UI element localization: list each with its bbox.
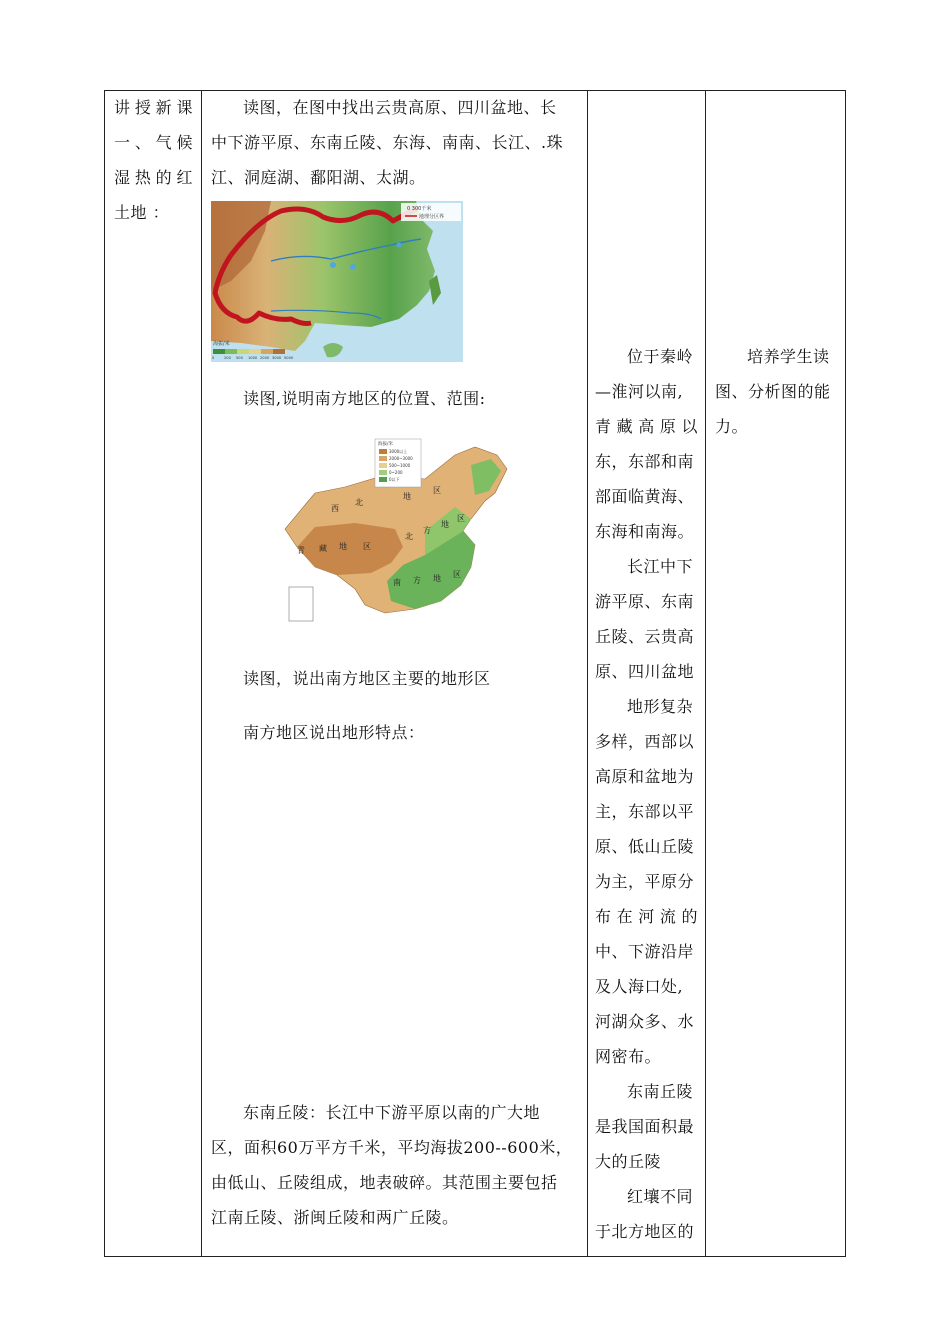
region-label-char: 青 — [297, 546, 305, 555]
instruction-line: 读图,说明南方地区的位置、范围: — [243, 389, 486, 408]
elevation-swatch — [273, 349, 285, 354]
map2-legend-swatch — [379, 463, 387, 468]
region-label-char: 南 — [393, 578, 401, 587]
region-label-char: 西 — [331, 504, 339, 513]
answer-line: 布在河流的 — [595, 907, 698, 926]
answer-line: 青藏高原以 — [595, 417, 698, 436]
hills-paragraph — [211, 1095, 577, 1235]
china-regions-map — [275, 435, 513, 625]
elevation-swatch — [225, 349, 237, 354]
map2-legend-swatch — [379, 470, 387, 475]
answer-line: 为主，平原分 — [595, 872, 695, 891]
region-label-char: 地 — [339, 542, 347, 551]
answer-line: 于北方地区的 — [595, 1222, 695, 1241]
map2-legend-title: 海拔/米 — [378, 442, 394, 447]
answer-line: 红壤不同 — [627, 1187, 694, 1206]
paragraph-line: 东南丘陵：长江中下游平原以南的广大地 — [243, 1103, 541, 1122]
region-label-char: 北 — [405, 532, 413, 541]
instruction-line: 南方地区说出地形特点： — [243, 723, 425, 742]
elevation-tick-label: 2000 — [260, 356, 270, 360]
section-line: 一、气候 — [114, 133, 193, 152]
region-label-char: 区 — [433, 486, 441, 495]
section-title-cell — [105, 91, 201, 1256]
elevation-tick-label: 0 — [212, 356, 215, 360]
elevation-swatch — [249, 349, 261, 354]
map2-legend-swatch — [379, 449, 387, 454]
elevation-swatch — [213, 349, 225, 354]
section-line: 土地 ： — [114, 203, 170, 222]
section-line: 讲授新课 — [114, 98, 193, 117]
instruction-line: 读图，说出南方地区主要的地形区 — [243, 669, 491, 688]
instruction-line: 读图，在图中找出云贵高原、四川盆地、长 — [243, 98, 557, 117]
answer-text — [595, 339, 698, 1249]
answer-line: 丘陵、云贵高 — [595, 627, 695, 646]
answer-line: 网密布。 — [595, 1047, 662, 1066]
objective-line: 力。 — [715, 417, 749, 436]
region-label-char: 区 — [453, 570, 461, 579]
answer-line: 地形复杂 — [627, 697, 694, 716]
poyang-lake — [350, 264, 356, 270]
answer-line: 东南丘陵 — [627, 1082, 694, 1101]
map2-legend-label: 3000以上 — [389, 449, 408, 454]
paragraph-line: 由低山、丘陵组成，地表破碎。其范围主要包括 — [211, 1173, 558, 1192]
region-label-char: 方 — [413, 576, 421, 585]
boundary-legend-label: 地理分区界 — [419, 214, 445, 220]
region-label-char: 北 — [355, 498, 363, 507]
south-china-sea-inset — [289, 587, 313, 621]
tai-lake — [397, 243, 402, 248]
answer-line: 原、低山丘陵 — [595, 837, 695, 856]
answer-line: 中、下游沿岸 — [595, 942, 695, 961]
objective-line: 培养学生读 — [747, 347, 830, 366]
region-label-char: 地 — [403, 492, 411, 501]
answer-line: 东海和南海。 — [595, 522, 695, 541]
answer-line: 高原和盆地为 — [595, 767, 695, 786]
elevation-swatch — [261, 349, 273, 354]
elevation-legend-ramp — [213, 349, 285, 354]
section-line: 湿热的红 — [114, 168, 193, 187]
answer-cell — [587, 91, 705, 1256]
lesson-table — [104, 90, 846, 1257]
elevation-tick-label: 3000 — [272, 356, 282, 360]
map2-legend-label: 500~1000 — [389, 463, 411, 468]
answer-line: 长江中下 — [627, 557, 694, 576]
region-label-char: 地 — [441, 520, 449, 529]
objective-cell — [705, 91, 847, 1256]
answer-line: —淮河以南, — [595, 382, 684, 401]
answer-line: 游平原、东南 — [595, 592, 695, 611]
elevation-legend-title: 海拔/米 — [213, 341, 230, 347]
instruction-line: 江、洞庭湖、鄱阳湖、太湖。 — [211, 168, 426, 187]
region-label-char: 方 — [423, 526, 431, 535]
answer-line: 部面临黄海、 — [595, 487, 695, 506]
map-scale: 0 300千米 — [407, 206, 432, 212]
map2-legend-swatch — [379, 477, 387, 482]
region-label-char: 区 — [457, 514, 465, 523]
map2-legend-swatch — [379, 456, 387, 461]
instruction-line: 中下游平原、东南丘陵、东海、南南、长江、.珠 — [211, 133, 564, 152]
elevation-tick-label: 1000 — [248, 356, 258, 360]
map2-legend-label: 0~200 — [389, 470, 403, 475]
answer-line: 主，东部以平 — [595, 802, 695, 821]
south-china-terrain-map — [211, 201, 463, 362]
paragraph-line: 区，面积60万平方千米，平均海拔200--600米， — [211, 1138, 573, 1157]
elevation-tick-label: 5000 — [284, 356, 294, 360]
answer-line: 原、四川盆地 — [595, 662, 695, 681]
answer-line: 多样，西部以 — [595, 732, 695, 751]
answer-line: 东，东部和南 — [595, 452, 695, 471]
objective-text — [715, 339, 839, 444]
region-label-char: 地 — [433, 574, 441, 583]
answer-line: 位于秦岭 — [627, 347, 694, 366]
region-label-char: 藏 — [319, 544, 327, 553]
answer-line: 大的丘陵 — [595, 1152, 662, 1171]
map2-legend-label: 2000~3000 — [389, 456, 413, 461]
answer-line: 是我国面积最 — [595, 1117, 695, 1136]
elevation-swatch — [237, 349, 249, 354]
answer-line: 河湖众多、水 — [595, 1012, 695, 1031]
region-label-char: 区 — [363, 542, 371, 551]
answer-line: 及人海口处, — [595, 977, 684, 996]
dongting-lake — [330, 262, 336, 268]
map2-legend-label: 0以下 — [389, 477, 400, 482]
paragraph-line: 江南丘陵、浙闽丘陵和两广丘陵。 — [211, 1208, 459, 1227]
objective-line: 图、分析图的能 — [715, 382, 831, 401]
elevation-tick-label: 200 — [224, 356, 231, 360]
elevation-tick-label: 500 — [236, 356, 243, 360]
